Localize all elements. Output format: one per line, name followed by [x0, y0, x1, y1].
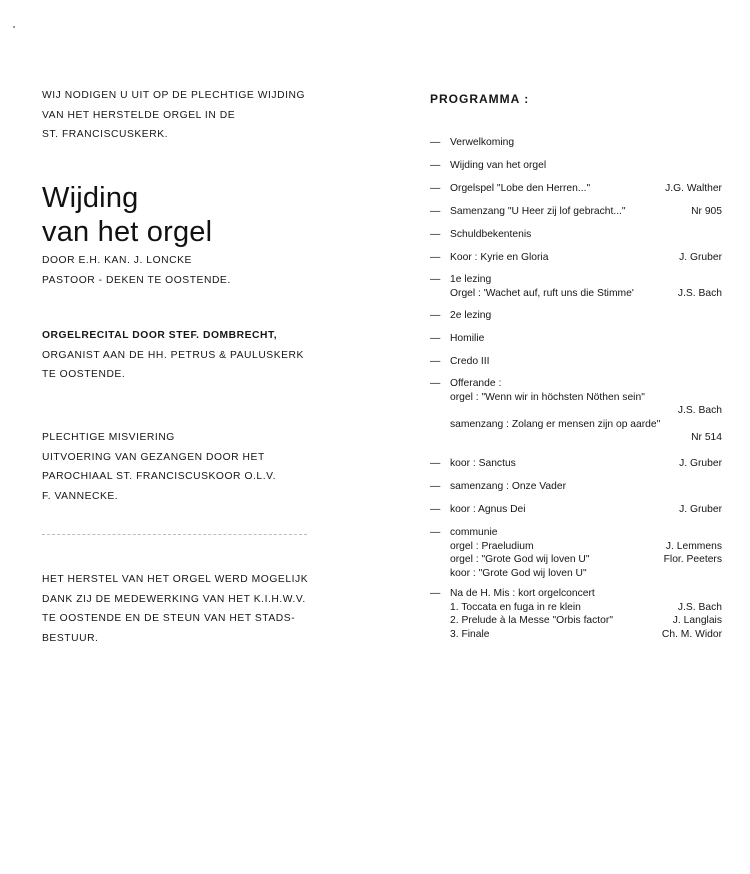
program-line	[430, 628, 722, 642]
program-line-text: 3. Finale	[450, 628, 490, 640]
program-line-composer: J.G. Walther	[665, 183, 722, 194]
program-dash: —	[430, 588, 441, 599]
program-line-text: Orgel : 'Wachet auf, ruft uns die Stimme'	[450, 287, 634, 299]
program-line-text: Samenzang "U Heer zij lof gebracht..."	[450, 206, 626, 217]
program-line-text: 2e lezing	[450, 310, 492, 321]
invitation-text	[42, 86, 305, 145]
program-line-text: 2. Prelude à la Messe "Orbis factor"	[450, 615, 613, 626]
mass-line: PLECHTIGE MISVIERING	[42, 432, 175, 443]
program-line-composer: J.S. Bach	[677, 601, 722, 613]
program-line-composer: Ch. M. Widor	[661, 628, 722, 640]
program-column	[430, 92, 730, 640]
program-line-composer: J. Gruber	[679, 458, 722, 469]
program-line-composer: Nr 905	[691, 206, 722, 217]
program-dash: —	[430, 137, 441, 148]
program-line	[430, 431, 722, 445]
program-dash: —	[430, 481, 441, 492]
program-line-text: koor : Agnus Dei	[450, 504, 526, 515]
recital-info	[42, 326, 304, 385]
program-line	[430, 418, 722, 432]
program-line-text: Na de H. Mis : kort orgelconcert	[450, 588, 595, 599]
program-dash: —	[430, 310, 441, 321]
program-item	[430, 182, 722, 196]
mass-info	[42, 428, 276, 506]
program-line	[430, 614, 722, 628]
event-title	[42, 181, 212, 249]
thanks-line: HET HERSTEL VAN HET ORGEL WERD MOGELIJK	[42, 574, 309, 585]
program-line-composer: J.S. Bach	[677, 405, 722, 416]
thanks-line: TE OOSTENDE EN DE STEUN VAN HET STADS-	[42, 613, 296, 624]
program-item	[430, 355, 722, 369]
program-dash: —	[430, 356, 441, 367]
program-line-text: Verwelkoming	[450, 137, 515, 148]
program-item	[430, 251, 722, 265]
program-title: PROGRAMMA :	[430, 92, 530, 106]
program-item	[430, 457, 722, 471]
mass-line: PAROCHIAAL ST. FRANCISCUSKOOR O.L.V.	[42, 471, 276, 482]
recital-line: ORGANIST AAN DE HH. PETRUS & PAULUSKERK	[42, 349, 304, 361]
program-line	[430, 567, 722, 581]
program-line	[430, 503, 722, 517]
program-line	[430, 404, 722, 418]
divider	[42, 534, 307, 535]
program-item	[430, 503, 722, 517]
program-line	[430, 526, 722, 540]
program-line-text: orgel : "Wenn wir in höchsten Nöthen sein"	[450, 391, 645, 403]
program-dash: —	[430, 183, 441, 194]
title-line-2: van het orgel	[42, 216, 213, 248]
program-line-text: Koor : Kyrie en Gloria	[450, 252, 549, 263]
program-line	[430, 553, 722, 567]
program-line-composer: J. Gruber	[679, 504, 722, 515]
program-line-text: koor : Sanctus	[450, 458, 516, 469]
program-line	[430, 480, 722, 494]
program-line-text: Wijding van het orgel	[450, 160, 547, 171]
program-line-text: 1. Toccata en fuga in re klein	[450, 601, 581, 613]
program-dash: —	[430, 378, 441, 389]
program-line	[430, 287, 722, 301]
program-item	[430, 273, 722, 300]
program-line	[430, 182, 722, 196]
program-dash: —	[430, 274, 441, 285]
program-line-composer: J. Lemmens	[665, 540, 722, 552]
program-line-composer: Flor. Peeters	[663, 554, 722, 565]
program-line	[430, 309, 722, 323]
program-dash: —	[430, 333, 441, 344]
program-line-text: koor : "Grote God wij loven U"	[450, 567, 587, 579]
program-item	[430, 136, 722, 150]
program-line	[430, 136, 722, 150]
program-line	[430, 587, 722, 601]
by-line: PASTOOR - DEKEN TE OOSTENDE.	[42, 274, 231, 286]
program-line-text: Orgelspel "Lobe den Herren..."	[450, 183, 591, 194]
program-line-text: Schuldbekentenis	[450, 229, 532, 240]
program-line	[430, 159, 722, 173]
program-line	[430, 273, 722, 287]
recital-line: ORGELRECITAL DOOR STEF. DOMBRECHT,	[42, 330, 278, 341]
program-item	[430, 159, 722, 173]
program-line-text: Offerande :	[450, 378, 502, 389]
program-line	[430, 205, 722, 219]
program-item	[430, 205, 722, 219]
program-dash: —	[430, 527, 441, 538]
program-line-text: orgel : "Grote God wij loven U"	[450, 554, 590, 565]
program-line-text: samenzang : Onze Vader	[450, 481, 567, 492]
invitation-line: WIJ NODIGEN U UIT OP DE PLECHTIGE WIJDING	[42, 90, 306, 101]
program-line-text: samenzang : Zolang er mensen zijn op aarde"	[450, 418, 661, 430]
program-line	[430, 228, 722, 242]
program-line	[430, 355, 722, 369]
program-line	[430, 457, 722, 471]
by-line: DOOR E.H. KAN. J. LONCKE	[42, 255, 192, 266]
invitation-line: ST. FRANCISCUSKERK.	[42, 129, 169, 140]
mass-line: F. VANNECKE.	[42, 490, 119, 502]
program-line-text: 1e lezing	[450, 274, 492, 285]
mass-line: UITVOERING VAN GEZANGEN DOOR HET	[42, 451, 265, 463]
program-dash: —	[430, 160, 441, 171]
thanks-text	[42, 570, 308, 648]
thanks-line: DANK ZIJ DE MEDEWERKING VAN HET K.I.H.W.V.	[42, 593, 306, 605]
program-item	[430, 332, 722, 346]
program-line	[430, 377, 722, 391]
program-item	[430, 309, 722, 323]
program-item	[430, 587, 722, 641]
thanks-line: BESTUUR.	[42, 632, 99, 644]
program-item	[430, 377, 722, 445]
program-line-composer: J.S. Bach	[677, 287, 722, 299]
program-dash: —	[430, 252, 441, 263]
title-line-1: Wijding	[42, 182, 139, 214]
program-line-text: Homilie	[450, 333, 485, 344]
program-item	[430, 526, 722, 580]
consecration-by	[42, 251, 231, 290]
program-line-composer: J. Gruber	[679, 252, 722, 263]
program-line-composer: J. Langlais	[672, 615, 722, 626]
program-line-text: Credo III	[450, 356, 490, 367]
program-line	[430, 391, 722, 405]
program-dash: —	[430, 458, 441, 469]
program-line	[430, 251, 722, 265]
program-item	[430, 480, 722, 494]
program-line-text: orgel : Praeludium	[450, 540, 534, 552]
program-line	[430, 601, 722, 615]
program-dash: —	[430, 229, 441, 240]
program-line-composer: Nr 514	[691, 432, 722, 443]
program-line	[430, 332, 722, 346]
program-line-text: communie	[450, 527, 498, 538]
program-line	[430, 540, 722, 554]
program-dash: —	[430, 504, 441, 515]
recital-line: TE OOSTENDE.	[42, 369, 126, 380]
program-dash: —	[430, 206, 441, 217]
invitation-line: VAN HET HERSTELDE ORGEL IN DE	[42, 109, 236, 121]
program-item	[430, 228, 722, 242]
scan-speck	[13, 26, 15, 28]
